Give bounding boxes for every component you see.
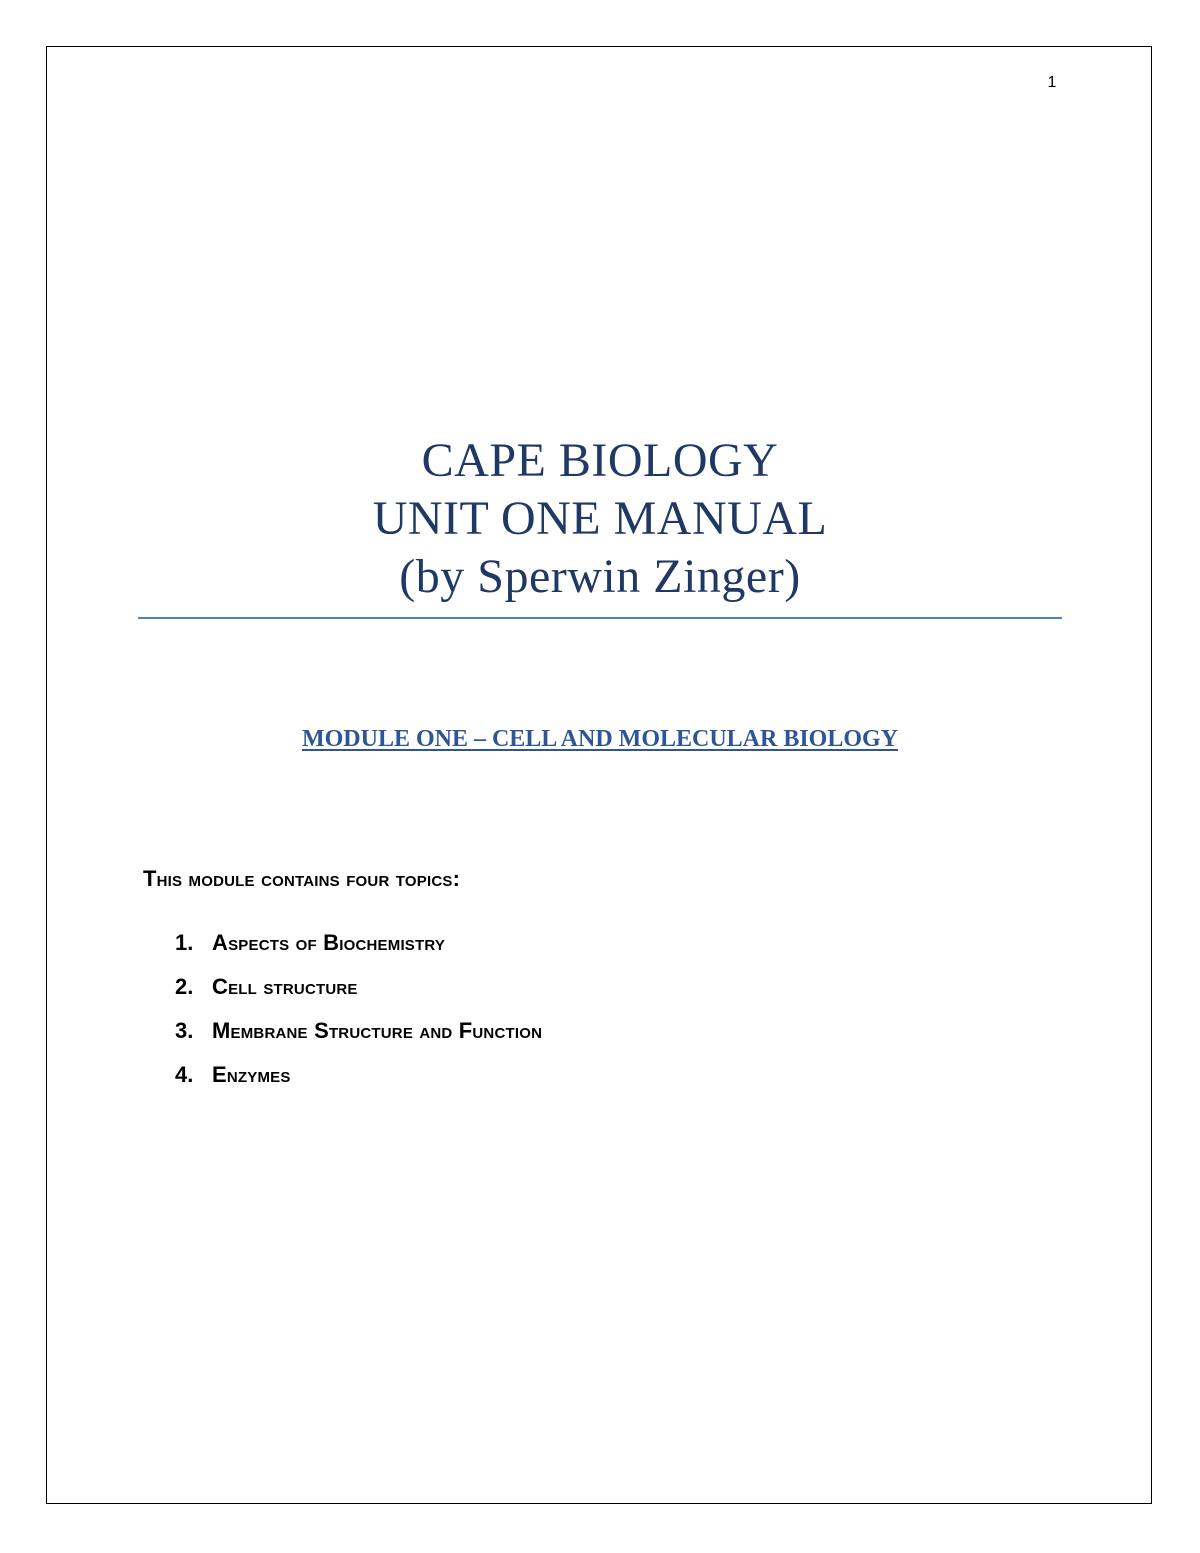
document-title (138, 432, 1062, 606)
topic-item-biochemistry (175, 928, 542, 972)
topic-number: 4. (175, 1062, 194, 1087)
page-border (46, 46, 1152, 1504)
title-line-author: (by Sperwin Zinger) (399, 550, 801, 603)
topic-label: Aspects of Biochemistry (212, 930, 446, 955)
topic-item-enzymes (175, 1060, 542, 1104)
title-line-unit: UNIT ONE MANUAL (372, 492, 828, 545)
topic-item-membrane (175, 1016, 542, 1060)
module-heading: MODULE ONE – CELL AND MOLECULAR BIOLOGY (301, 726, 899, 752)
topic-list (175, 928, 542, 1104)
topic-label: Enzymes (212, 1062, 291, 1087)
topic-number: 3. (175, 1018, 194, 1043)
topic-number: 1. (175, 930, 194, 955)
topic-item-cell-structure (175, 972, 542, 1016)
topic-label: Membrane Structure and Function (212, 1018, 543, 1043)
topics-intro: This module contains four topics: (143, 866, 461, 891)
topic-number: 2. (175, 974, 194, 999)
topic-label: Cell structure (212, 974, 358, 999)
page-number: 1 (1047, 74, 1057, 91)
title-line-course: CAPE BIOLOGY (421, 434, 779, 487)
title-divider (138, 617, 1062, 619)
